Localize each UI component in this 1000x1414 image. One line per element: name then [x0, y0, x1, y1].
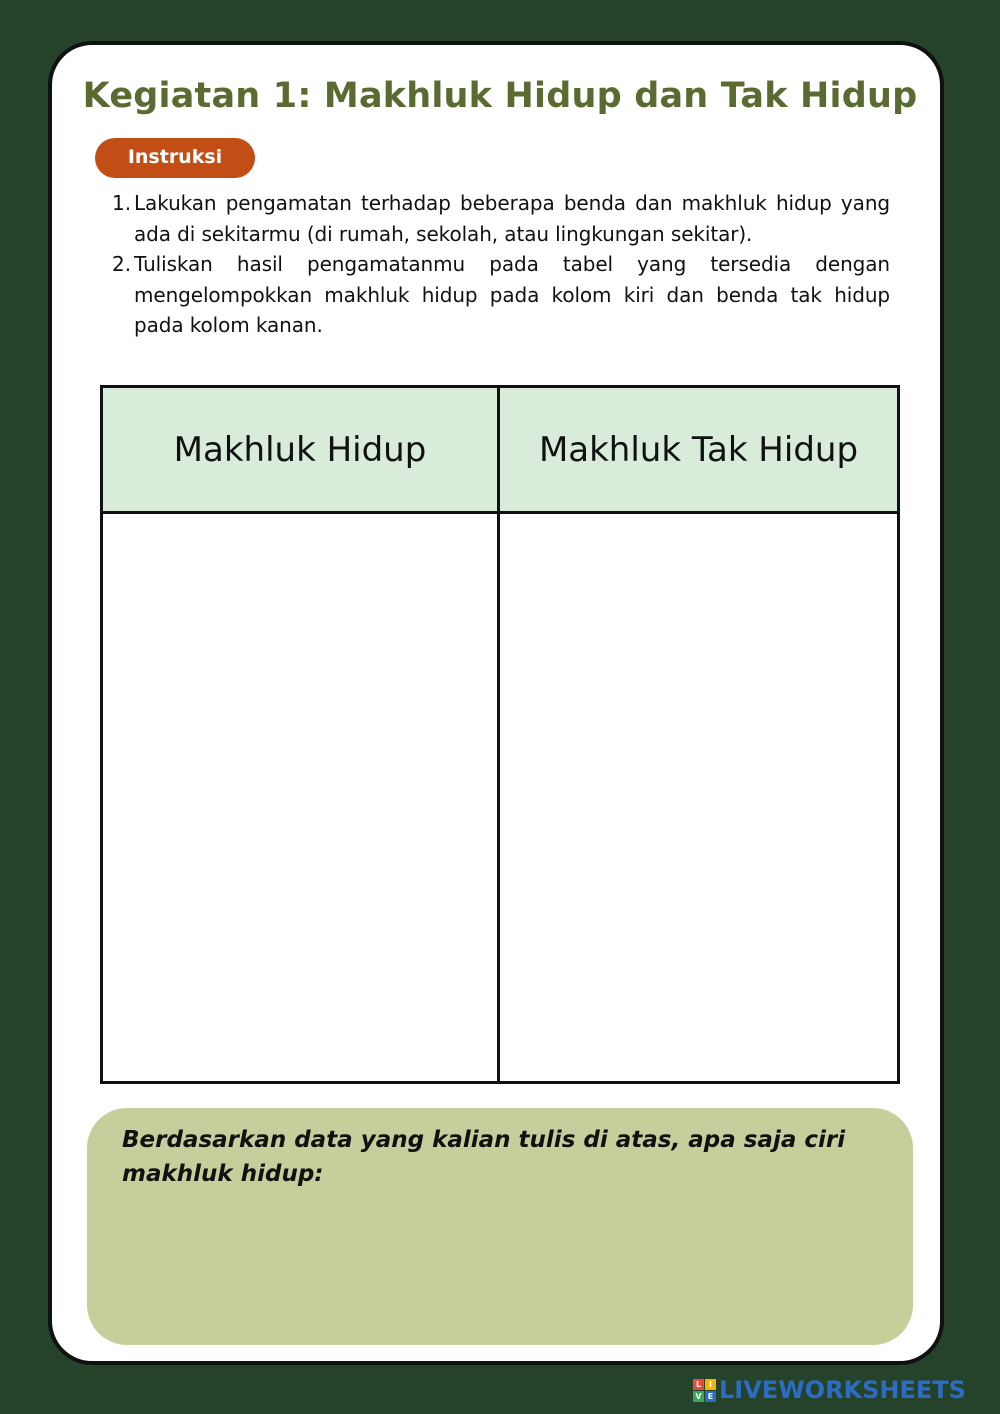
instruction-number: 2.	[112, 252, 132, 276]
logo-letter: I	[705, 1379, 716, 1390]
question-answer-box[interactable]	[87, 1108, 913, 1345]
instructions-badge: Instruksi	[95, 138, 255, 178]
page-title: Kegiatan 1: Makhluk Hidup dan Tak Hidup	[82, 76, 918, 116]
instruction-item	[112, 188, 890, 249]
logo-letter: L	[693, 1379, 704, 1390]
answer-cell-nonliving[interactable]	[500, 514, 897, 1081]
column-header-living: Makhluk Hidup	[103, 388, 500, 514]
logo-text: LIVEWORKSHEETS	[719, 1376, 966, 1404]
logo-letter: E	[705, 1391, 716, 1402]
answer-cell-living[interactable]	[103, 514, 500, 1081]
logo-icon	[693, 1379, 716, 1402]
liveworksheets-logo	[693, 1378, 966, 1402]
instruction-item	[112, 249, 890, 341]
instruction-text: Lakukan pengamatan terhadap beberapa benda dan makhluk hidup yang ada di sekitarmu (di rumah, sekolah, atau lingkungan sekitar).	[134, 191, 890, 246]
instruction-text: Tuliskan hasil pengamatanmu pada tabel yang tersedia dengan mengelompokkan makhluk hidup pada kolom kiri dan benda tak hidup pada kolom kanan.	[134, 252, 890, 337]
instruction-number: 1.	[112, 191, 132, 215]
column-header-nonliving: Makhluk Tak Hidup	[500, 388, 897, 514]
instructions-list	[112, 188, 890, 341]
question-text: Berdasarkan data yang kalian tulis di atas, apa saja ciri makhluk hidup:	[122, 1127, 846, 1187]
logo-letter: V	[693, 1391, 704, 1402]
classification-table	[100, 385, 900, 1084]
